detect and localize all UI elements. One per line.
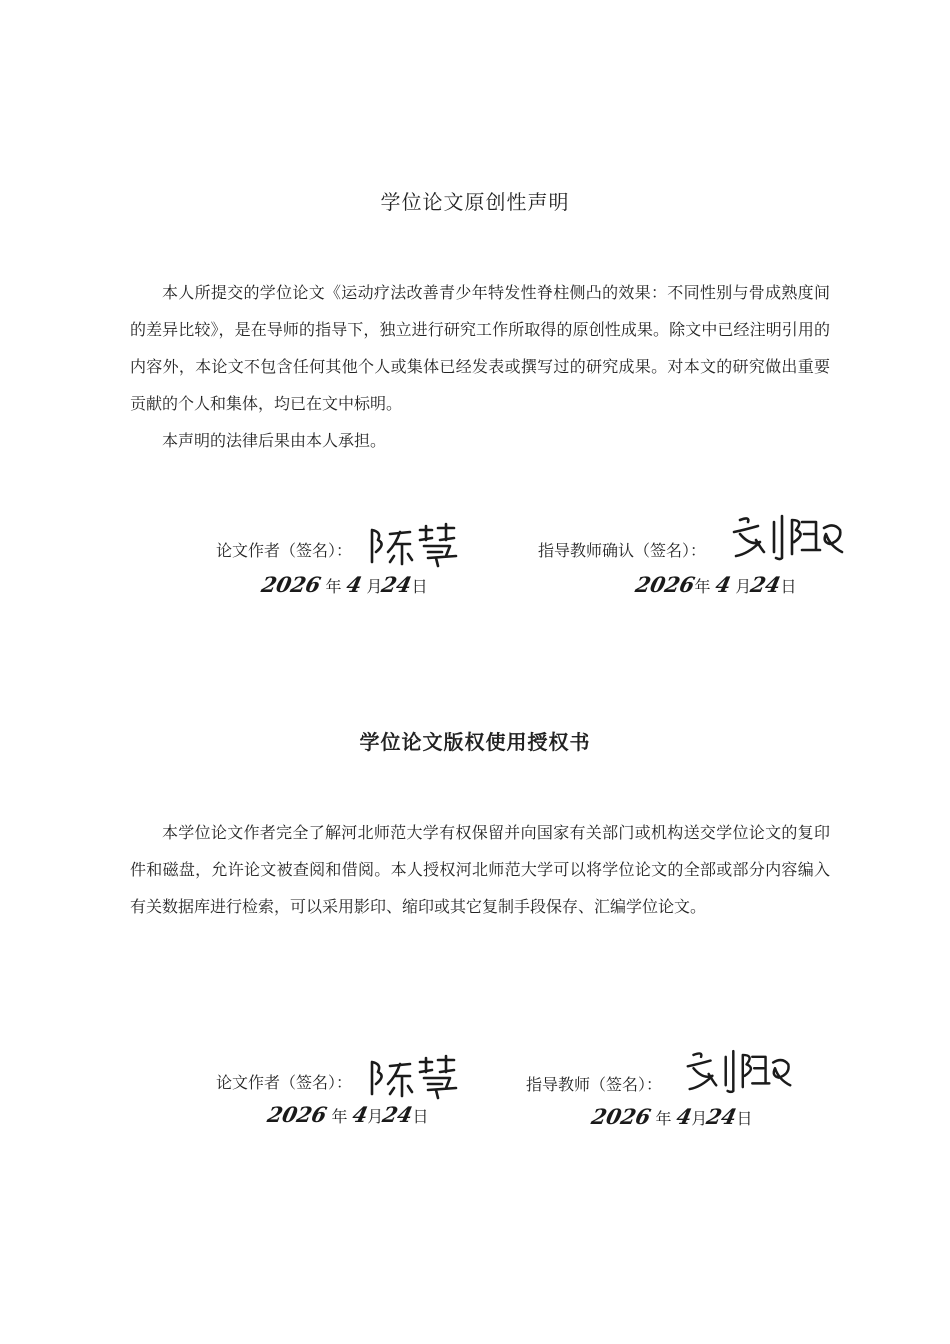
advisor-signature-2 — [684, 1046, 794, 1098]
advisor-signature — [730, 512, 846, 564]
author-signature-label: 论文作者（签名）： — [216, 541, 353, 560]
advisor-date-day: 24 — [748, 572, 784, 597]
author-signature — [366, 522, 466, 568]
advisor-date-year-unit: 年 — [694, 577, 711, 596]
author-date-month-2: 4 — [349, 1102, 370, 1127]
originality-statement-body: 本人所提交的学位论文《运动疗法改善青少年特发性脊柱侧凸的效果：不同性别与骨成熟度间的差异比较》，是在导师的指导下，独立进行研究工作所取得的原创性成果。除文中已经注明引用的内容外，本论文不包含任何其他个人或集体已经发表或撰写过的研究成果。对本文的研究做出重要贡献的个人和集体，均已在文中标明。 — [130, 283, 830, 413]
copyright-authorization-body: 本学位论文作者完全了解河北师范大学有权保留并向国家有关部门或机构送交学位论文的复印件和磁盘，允许论文被查阅和借阅。本人授权河北师范大学可以将学位论文的全部或部分内容编入有关数据库进行检索，可以采用影印、缩印或其它复制手段保存、汇编学位论文。 — [130, 823, 830, 916]
advisor-signature-date-2 — [589, 1104, 753, 1130]
author-date-year: 2026 — [259, 572, 324, 597]
advisor-date-year: 2026 — [633, 572, 698, 597]
author-date-month-unit-2: 月 — [367, 1107, 384, 1126]
author-date-year-2: 2026 — [265, 1102, 330, 1127]
author-date-year-unit: 年 — [325, 577, 342, 596]
author-signature-date — [259, 572, 428, 598]
advisor-date-day-unit: 日 — [780, 577, 797, 596]
advisor-date-year-2: 2026 — [589, 1104, 654, 1129]
author-signature-2 — [366, 1054, 466, 1100]
advisor-signature-label-2: 指导教师（签名）： — [526, 1075, 663, 1094]
advisor-date-year-unit-2: 年 — [655, 1109, 672, 1128]
author-date-month: 4 — [343, 572, 364, 597]
copyright-authorization-title: 学位论文版权使用授权书 — [359, 730, 591, 754]
author-date-day-unit-2: 日 — [412, 1107, 429, 1126]
advisor-date-day-2: 24 — [704, 1104, 740, 1129]
advisor-signature-label: 指导教师确认（签名）： — [538, 541, 707, 560]
advisor-date-month-2: 4 — [673, 1104, 694, 1129]
advisor-date-month: 4 — [712, 572, 733, 597]
author-date-day: 24 — [379, 572, 415, 597]
author-date-year-unit-2: 年 — [331, 1107, 348, 1126]
author-signature-label-2: 论文作者（签名）： — [216, 1073, 353, 1092]
advisor-date-day-unit-2: 日 — [736, 1109, 753, 1128]
author-date-month-unit: 月 — [366, 577, 383, 596]
originality-statement-title: 学位论文原创性声明 — [380, 190, 570, 214]
author-date-day-2: 24 — [380, 1102, 416, 1127]
legal-responsibility-statement: 本声明的法律后果由本人承担。 — [162, 431, 387, 450]
author-date-day-unit: 日 — [411, 577, 428, 596]
author-signature-date-2 — [265, 1102, 429, 1128]
advisor-date-month-unit: 月 — [735, 577, 752, 596]
advisor-signature-date — [633, 572, 797, 598]
advisor-date-month-unit-2: 月 — [691, 1109, 708, 1128]
